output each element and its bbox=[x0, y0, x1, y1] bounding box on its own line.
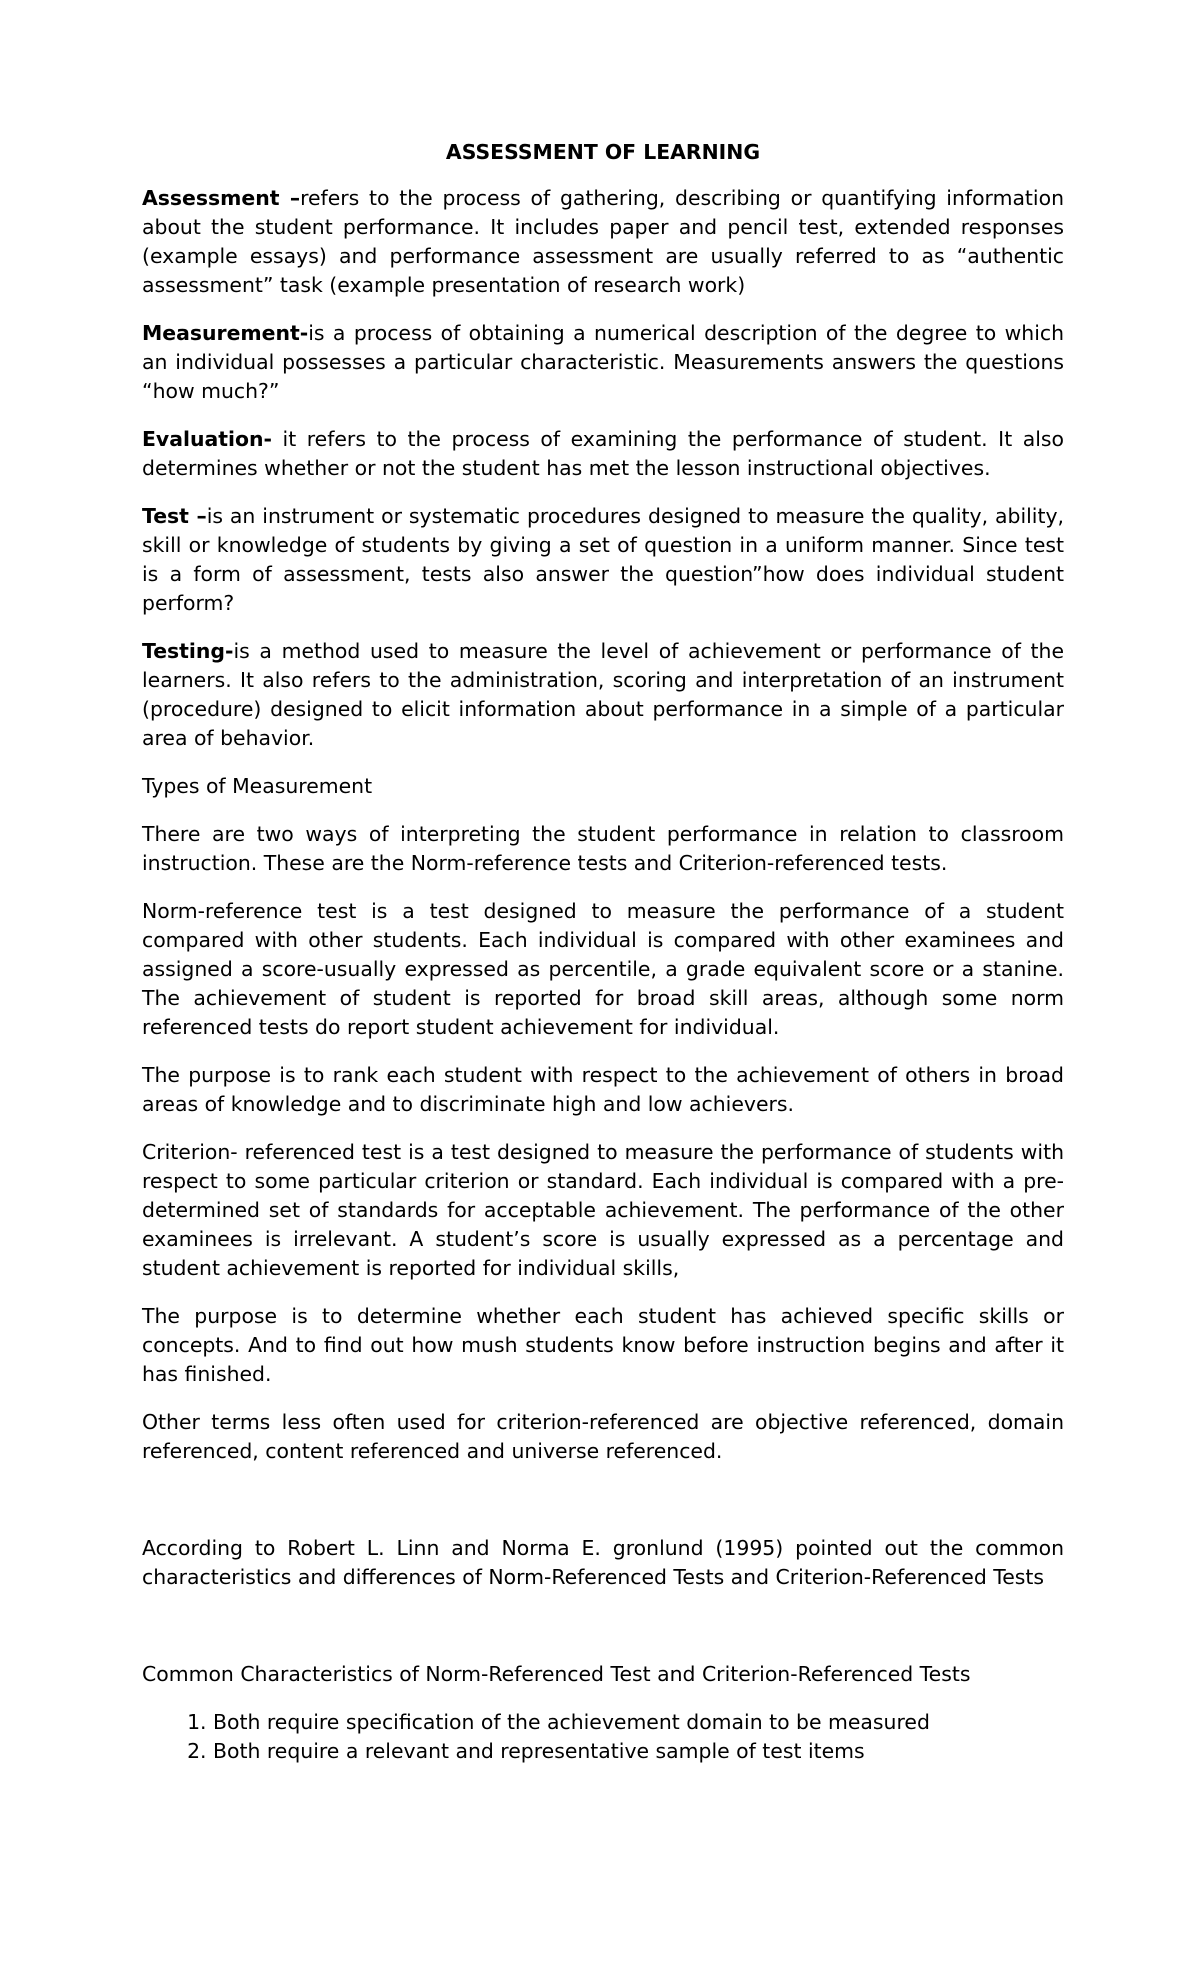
paragraph-norm-reference: Norm-reference test is a test designed to measure the performance of a student compared with other students. Each individual is compared with other examinees and assigned a score-usually expressed as percentile, a grade equivalent score or a stanine. The achievement of student is reported for broad skill areas, although some norm referenced tests do report student achievement for individual. bbox=[142, 899, 1064, 1039]
paragraph-two-ways: There are two ways of interpreting the student performance in relation to classroom instruction. These are the Norm-reference tests and Criterion-referenced tests. bbox=[142, 822, 1064, 875]
paragraph-other-terms: Other terms less often used for criterion-referenced are objective referenced, domain referenced, content referenced and universe referenced. bbox=[142, 1410, 1064, 1463]
definition-testing bbox=[142, 637, 1064, 753]
list-item: 1. Both require specification of the achievement domain to be measured bbox=[213, 1708, 1064, 1737]
document-body bbox=[142, 138, 1064, 1766]
definition-term: Testing- bbox=[142, 639, 234, 663]
types-heading: Types of Measurement bbox=[142, 774, 373, 798]
definition-text: is an instrument or systematic procedures designed to measure the quality, ability, skill or knowledge of students by giving a set of question in a uniform manner. Since test is a form of assessment, tests also answer the question”how does individual student perform? bbox=[142, 504, 1064, 615]
definition-text: is a method used to measure the level of achievement or performance of the learners. It also refers to the administration, scoring and interpretation of an instrument (procedure) designed to elicit information about performance in a simple of a particular area of behavior. bbox=[142, 639, 1064, 750]
definition-text: is a process of obtaining a numerical description of the degree to which an individual possesses a particular characteristic. Measurements answers the questions “how much?” bbox=[142, 321, 1064, 403]
paragraph-criterion-reference: Criterion- referenced test is a test designed to measure the performance of students with respect to some particular criterion or standard. Each individual is compared with a pre-determined set of standards for acceptable achievement. The performance of the other examinees is irrelevant. A student’s score is usually expressed as a percentage and student achievement is reported for individual skills, bbox=[142, 1140, 1064, 1280]
paragraph-criterion-purpose: The purpose is to determine whether each student has achieved specific skills or concepts. And to find out how mush students know before instruction begins and after it has finished. bbox=[142, 1304, 1064, 1386]
definition-term: Measurement- bbox=[142, 321, 309, 345]
definition-term: Assessment – bbox=[142, 186, 301, 210]
definition-measurement bbox=[142, 319, 1064, 406]
common-characteristics-list bbox=[142, 1708, 1064, 1766]
paragraph-according: According to Robert L. Linn and Norma E. gronlund (1995) pointed out the common characteristics and differences of Norm-Referenced Tests and Criterion-Referenced Tests bbox=[142, 1536, 1064, 1589]
definition-text: refers to the process of gathering, describing or quantifying information about the student performance. It includes paper and pencil test, extended responses (example essays) and performance assessment are usually referred to as “authentic assessment” task (example presentation of research work) bbox=[142, 186, 1064, 297]
definition-test bbox=[142, 502, 1064, 618]
definition-term: Test – bbox=[142, 504, 207, 528]
list-item: 2. Both require a relevant and representative sample of test items bbox=[213, 1737, 1064, 1766]
definition-term: Evaluation- bbox=[142, 427, 272, 451]
definition-evaluation bbox=[142, 425, 1064, 483]
common-characteristics-heading: Common Characteristics of Norm-Referenced Test and Criterion-Referenced Tests bbox=[142, 1662, 971, 1686]
document-title: ASSESSMENT OF LEARNING bbox=[445, 140, 761, 164]
definition-assessment bbox=[142, 184, 1064, 300]
paragraph-norm-purpose: The purpose is to rank each student with respect to the achievement of others in broad areas of knowledge and to discriminate high and low achievers. bbox=[142, 1063, 1064, 1116]
definition-text: it refers to the process of examining the performance of student. It also determines whether or not the student has met the lesson instructional objectives. bbox=[142, 427, 1064, 480]
